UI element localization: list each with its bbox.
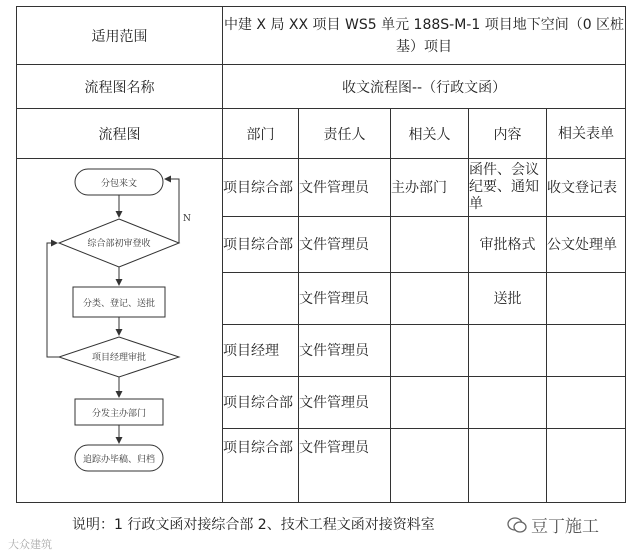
col-header-related: 相关人 bbox=[391, 109, 469, 159]
track-node-label: 追踪办毕稿、归档 bbox=[82, 455, 156, 465]
forms-cell bbox=[547, 429, 626, 503]
table-row bbox=[17, 159, 626, 217]
dept-cell bbox=[223, 273, 299, 325]
forms-cell: 收文登记表 bbox=[547, 159, 626, 217]
owner-cell: 文件管理员 bbox=[299, 377, 391, 429]
owner-cell: 文件管理员 bbox=[299, 217, 391, 273]
brand-logo bbox=[507, 512, 599, 537]
forms-cell bbox=[547, 273, 626, 325]
related-cell bbox=[391, 377, 469, 429]
col-header-content: 内容 bbox=[469, 109, 547, 159]
dept-cell: 项目综合部 bbox=[223, 217, 299, 273]
name-value: 收文流程图--（行政文函） bbox=[223, 65, 626, 109]
related-cell bbox=[391, 325, 469, 377]
column-header-row bbox=[17, 109, 626, 159]
flowchart bbox=[17, 159, 223, 503]
col-header-forms: 相关表单 bbox=[547, 109, 626, 159]
scope-row bbox=[17, 7, 626, 65]
dept-cell: 项目综合部 bbox=[223, 429, 299, 503]
review-node-label: 综合部初审登收 bbox=[87, 239, 151, 249]
footer-note: 说明：1 行政文函对接综合部 2、技术工程文函对接资料室 bbox=[72, 517, 435, 533]
related-cell bbox=[391, 273, 469, 325]
dept-cell: 项目经理 bbox=[223, 325, 299, 377]
no-label: N bbox=[183, 214, 191, 224]
dept-cell: 项目综合部 bbox=[223, 377, 299, 429]
process-table bbox=[16, 6, 626, 503]
content-cell: 函件、会议纪要、通知单 bbox=[469, 159, 547, 217]
related-cell: 主办部门 bbox=[391, 159, 469, 217]
name-label: 流程图名称 bbox=[17, 65, 223, 109]
chat-bubble-icon bbox=[507, 516, 527, 534]
dept-cell: 项目综合部 bbox=[223, 159, 299, 217]
content-cell bbox=[469, 429, 547, 503]
forms-cell: 公文处理单 bbox=[547, 217, 626, 273]
approve-node-label: 项目经理审批 bbox=[91, 353, 147, 363]
content-cell: 审批格式 bbox=[469, 217, 547, 273]
col-header-owner: 责任人 bbox=[299, 109, 391, 159]
content-cell bbox=[469, 377, 547, 429]
forms-cell bbox=[547, 377, 626, 429]
col-header-dept: 部门 bbox=[223, 109, 299, 159]
name-row bbox=[17, 65, 626, 109]
start-node-label: 分包来文 bbox=[100, 179, 138, 189]
related-cell bbox=[391, 217, 469, 273]
owner-cell: 文件管理员 bbox=[299, 273, 391, 325]
owner-cell: 文件管理员 bbox=[299, 325, 391, 377]
brand-name: 豆丁施工 bbox=[531, 517, 599, 537]
owner-cell: 文件管理员 bbox=[299, 429, 391, 503]
owner-cell: 文件管理员 bbox=[299, 159, 391, 217]
forms-cell bbox=[547, 325, 626, 377]
watermark: 大众建筑 bbox=[8, 538, 52, 551]
reject-loop-line bbox=[165, 179, 179, 243]
return-loop-line bbox=[47, 243, 59, 357]
scope-label: 适用范围 bbox=[17, 7, 223, 65]
distribute-node-label: 分发主办部门 bbox=[91, 409, 147, 419]
classify-node-label: 分类、登记、送批 bbox=[82, 299, 156, 309]
content-cell: 送批 bbox=[469, 273, 547, 325]
col-header-flow: 流程图 bbox=[17, 109, 223, 159]
scope-value: 中建 X 局 XX 项目 WS5 单元 188S-M-1 项目地下空间（0 区桩基）项目 bbox=[223, 7, 626, 65]
content-cell bbox=[469, 325, 547, 377]
related-cell bbox=[391, 429, 469, 503]
flowchart-cell bbox=[17, 159, 223, 503]
